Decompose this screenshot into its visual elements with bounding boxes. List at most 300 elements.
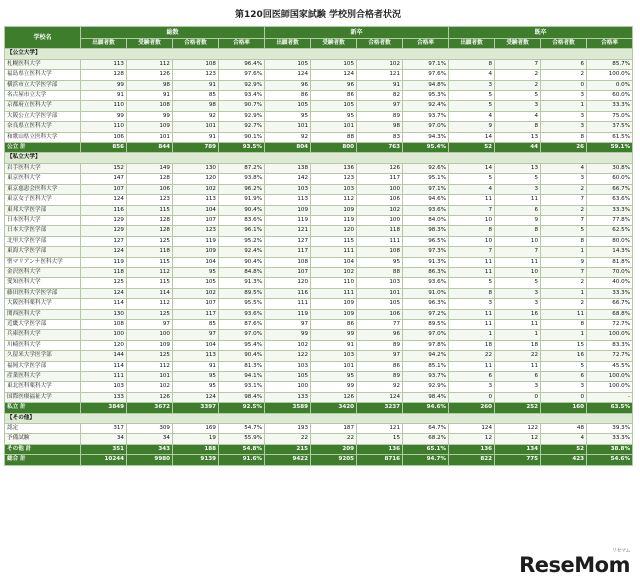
- cell-value: 96: [311, 80, 357, 90]
- cell-value: 54.6%: [587, 455, 633, 465]
- cell-value: 7: [449, 205, 495, 215]
- cell-value: 3397: [173, 403, 219, 413]
- cell-value: 122: [265, 351, 311, 361]
- cell-value: 215: [265, 444, 311, 454]
- cell-value: 99: [265, 330, 311, 340]
- cell-value: 109: [265, 205, 311, 215]
- cell-value: 95.4%: [403, 143, 449, 153]
- header-column: 合格者数: [541, 39, 587, 49]
- cell-value: 15: [541, 340, 587, 350]
- cell-value: 13: [495, 163, 541, 173]
- cell-value: 88: [357, 267, 403, 277]
- logo-subtext: リセマム: [612, 548, 630, 554]
- cell-value: 93.5%: [219, 143, 265, 153]
- row-label: 名古屋市立大学: [5, 91, 81, 101]
- cell-value: 5: [495, 174, 541, 184]
- table-row: [5, 340, 633, 350]
- row-label: 北里大学医学部: [5, 236, 81, 246]
- row-label: 和歌山県立医科大学: [5, 132, 81, 142]
- row-label: 横浜市立大学医学部: [5, 80, 81, 90]
- table-row: [5, 122, 633, 132]
- cell-value: 34: [127, 434, 173, 444]
- cell-value: 118: [127, 247, 173, 257]
- cell-value: 100.0%: [587, 70, 633, 80]
- cell-value: 3: [449, 80, 495, 90]
- row-label: 東海大学医学部: [5, 247, 81, 257]
- resemom-logo: [519, 548, 630, 577]
- cell-value: 3: [541, 174, 587, 184]
- cell-value: 2: [541, 184, 587, 194]
- cell-value: 775: [495, 455, 541, 465]
- cell-value: 89: [357, 111, 403, 121]
- cell-value: 119: [311, 215, 357, 225]
- cell-value: 10: [449, 236, 495, 246]
- cell-value: 7: [541, 267, 587, 277]
- cell-value: 0: [495, 392, 541, 402]
- cell-value: 117: [173, 309, 219, 319]
- row-label: 久留米大学医学部: [5, 351, 81, 361]
- cell-value: 93.7%: [403, 111, 449, 121]
- cell-value: 99: [311, 382, 357, 392]
- cell-value: 11: [495, 319, 541, 329]
- cell-value: 5: [495, 278, 541, 288]
- cell-value: 3672: [127, 403, 173, 413]
- cell-value: 91: [173, 361, 219, 371]
- cell-value: 99: [81, 80, 127, 90]
- cell-value: 104: [311, 257, 357, 267]
- table-row: [5, 351, 633, 361]
- cell-value: 101: [311, 361, 357, 371]
- row-label: 東京慈恵会医科大学: [5, 184, 81, 194]
- cell-value: 97: [357, 351, 403, 361]
- cell-value: 90.4%: [219, 205, 265, 215]
- header-group-past: 既卒: [449, 27, 633, 39]
- cell-value: 100: [81, 330, 127, 340]
- cell-value: 2: [541, 205, 587, 215]
- cell-value: 95: [357, 257, 403, 267]
- cell-value: 4: [495, 111, 541, 121]
- cell-value: 83: [357, 132, 403, 142]
- cell-value: 30.8%: [587, 163, 633, 173]
- cell-value: 89.5%: [403, 319, 449, 329]
- cell-value: 126: [357, 163, 403, 173]
- cell-value: 4: [449, 184, 495, 194]
- cell-value: 3: [495, 101, 541, 111]
- cell-value: 111: [357, 236, 403, 246]
- table-row: [5, 278, 633, 288]
- cell-value: 1: [541, 288, 587, 298]
- cell-value: 72.7%: [587, 351, 633, 361]
- cell-value: 95: [265, 111, 311, 121]
- cell-value: 33.3%: [587, 434, 633, 444]
- cell-value: 96.1%: [219, 226, 265, 236]
- cell-value: 152: [81, 163, 127, 173]
- cell-value: 128: [127, 215, 173, 225]
- table-row: [5, 91, 633, 101]
- table-row: [5, 392, 633, 402]
- cell-value: 95: [311, 372, 357, 382]
- cell-value: 97.3%: [403, 247, 449, 257]
- cell-value: 121: [357, 424, 403, 434]
- cell-value: 9980: [127, 455, 173, 465]
- cell-value: 119: [81, 257, 127, 267]
- header-column: 出願者数: [81, 39, 127, 49]
- cell-value: 14: [449, 163, 495, 173]
- cell-value: 14: [449, 132, 495, 142]
- cell-value: 136: [311, 163, 357, 173]
- cell-value: 8: [541, 236, 587, 246]
- row-label: 福島県立医科大学: [5, 70, 81, 80]
- cell-value: 91.3%: [403, 257, 449, 267]
- cell-value: 101: [127, 372, 173, 382]
- cell-value: 124: [311, 70, 357, 80]
- cell-value: 6: [495, 372, 541, 382]
- cell-value: 34: [81, 434, 127, 444]
- cell-value: 138: [265, 163, 311, 173]
- row-label: 岩手医科大学: [5, 163, 81, 173]
- cell-value: 33.3%: [587, 205, 633, 215]
- cell-value: 105: [265, 59, 311, 69]
- cell-value: 115: [127, 257, 173, 267]
- table-body: [5, 49, 633, 465]
- cell-value: 106: [357, 195, 403, 205]
- header-school: 学校名: [5, 27, 81, 49]
- row-label: 川崎医科大学: [5, 340, 81, 350]
- cell-value: 93.7%: [403, 372, 449, 382]
- row-label: 兵庫医科大学: [5, 330, 81, 340]
- cell-value: 8: [449, 288, 495, 298]
- cell-value: 7: [495, 247, 541, 257]
- cell-value: 6: [541, 59, 587, 69]
- cell-value: 4: [449, 111, 495, 121]
- cell-value: 98.3%: [403, 226, 449, 236]
- cell-value: 763: [357, 143, 403, 153]
- cell-value: 92.4%: [219, 247, 265, 257]
- cell-value: 112: [127, 299, 173, 309]
- cell-value: 6: [541, 372, 587, 382]
- cell-value: 94.8%: [403, 80, 449, 90]
- table-row: [5, 226, 633, 236]
- table-row: [5, 319, 633, 329]
- cell-value: 111: [311, 247, 357, 257]
- cell-value: 80.0%: [587, 236, 633, 246]
- cell-value: 130: [81, 309, 127, 319]
- cell-value: 118: [81, 267, 127, 277]
- cell-value: 92: [265, 132, 311, 142]
- cell-value: 3: [449, 382, 495, 392]
- cell-value: 11: [449, 257, 495, 267]
- cell-value: 5: [541, 226, 587, 236]
- cell-value: 123: [173, 226, 219, 236]
- cell-value: 11: [449, 195, 495, 205]
- row-label: 国際医療福祉大学: [5, 392, 81, 402]
- cell-value: 1: [541, 330, 587, 340]
- cell-value: 39.3%: [587, 424, 633, 434]
- row-label: 日本大学医学部: [5, 226, 81, 236]
- cell-value: 1: [495, 330, 541, 340]
- cell-value: 75.0%: [587, 111, 633, 121]
- cell-value: 3: [541, 122, 587, 132]
- cell-value: 125: [81, 278, 127, 288]
- cell-value: 62.5%: [587, 226, 633, 236]
- cell-value: 63.5%: [587, 403, 633, 413]
- row-label: 聖マリアンナ医科大学: [5, 257, 81, 267]
- table-row: [5, 288, 633, 298]
- cell-value: 844: [127, 143, 173, 153]
- cell-value: 260: [449, 403, 495, 413]
- cell-value: 96.3%: [403, 299, 449, 309]
- cell-value: 94.3%: [403, 132, 449, 142]
- cell-value: 99: [311, 330, 357, 340]
- row-label: 予備試験: [5, 434, 81, 444]
- header-column: 出願者数: [265, 39, 311, 49]
- cell-value: 99: [127, 111, 173, 121]
- cell-value: 3589: [265, 403, 311, 413]
- cell-value: 144: [81, 351, 127, 361]
- cell-value: 105: [357, 299, 403, 309]
- cell-value: 423: [541, 455, 587, 465]
- cell-value: 77: [357, 319, 403, 329]
- cell-value: 103: [311, 184, 357, 194]
- cell-value: 9: [495, 215, 541, 225]
- cell-value: 0: [541, 392, 587, 402]
- cell-value: 63.6%: [587, 195, 633, 205]
- cell-value: 115: [311, 236, 357, 246]
- cell-value: 804: [265, 143, 311, 153]
- table-row: [5, 205, 633, 215]
- cell-value: 15: [357, 434, 403, 444]
- cell-value: 9205: [311, 455, 357, 465]
- cell-value: 113: [173, 351, 219, 361]
- cell-value: 11: [449, 309, 495, 319]
- cell-value: 3: [495, 382, 541, 392]
- cell-value: 1: [541, 247, 587, 257]
- cell-value: 8: [495, 122, 541, 132]
- header-column: 合格者数: [173, 39, 219, 49]
- cell-value: 66.7%: [587, 299, 633, 309]
- cell-value: 108: [127, 101, 173, 111]
- cell-value: 126: [127, 70, 173, 80]
- cell-value: 12: [495, 434, 541, 444]
- cell-value: 33.3%: [587, 101, 633, 111]
- cell-value: 85: [173, 91, 219, 101]
- cell-value: 94.2%: [403, 351, 449, 361]
- cell-value: 95: [173, 267, 219, 277]
- header-column: 受験者数: [127, 39, 173, 49]
- row-label: 大阪公立大学医学部: [5, 111, 81, 121]
- cell-value: 86: [357, 361, 403, 371]
- cell-value: 3420: [311, 403, 357, 413]
- cell-value: 84.8%: [219, 267, 265, 277]
- row-label: 日本医科大学: [5, 215, 81, 225]
- cell-value: 86: [311, 319, 357, 329]
- cell-value: 89.5%: [219, 288, 265, 298]
- cell-value: 97.2%: [403, 309, 449, 319]
- page: [4, 4, 632, 466]
- cell-value: 115: [127, 205, 173, 215]
- cell-value: 97.0%: [403, 122, 449, 132]
- cell-value: 95: [311, 111, 357, 121]
- cell-value: 112: [127, 361, 173, 371]
- cell-value: 92.5%: [219, 403, 265, 413]
- cell-value: 102: [173, 288, 219, 298]
- cell-value: 60.0%: [587, 91, 633, 101]
- cell-value: 18: [449, 340, 495, 350]
- cell-value: 107: [173, 215, 219, 225]
- cell-value: 97.0%: [403, 330, 449, 340]
- cell-value: 129: [81, 226, 127, 236]
- cell-value: 90.1%: [219, 132, 265, 142]
- cell-value: 169: [173, 424, 219, 434]
- cell-value: 45.5%: [587, 361, 633, 371]
- cell-value: 92.9%: [219, 111, 265, 121]
- cell-value: 3: [495, 299, 541, 309]
- cell-value: 101: [127, 132, 173, 142]
- cell-value: 123: [173, 70, 219, 80]
- cell-value: 97: [265, 319, 311, 329]
- cell-value: 95.1%: [403, 174, 449, 184]
- row-label: その他 計: [5, 444, 81, 454]
- table-row: [5, 184, 633, 194]
- cell-value: 55.9%: [219, 434, 265, 444]
- cell-value: 124: [449, 424, 495, 434]
- cell-value: 127: [81, 236, 127, 246]
- section-label: 【私立大学】: [5, 153, 633, 163]
- section-label: 【公立大学】: [5, 49, 633, 59]
- cell-value: 37.5%: [587, 122, 633, 132]
- cell-value: 98: [173, 101, 219, 111]
- cell-value: 3: [541, 91, 587, 101]
- cell-value: 120: [265, 278, 311, 288]
- cell-value: 124: [265, 70, 311, 80]
- table-row: [5, 299, 633, 309]
- cell-value: 142: [265, 174, 311, 184]
- cell-value: 133: [265, 392, 311, 402]
- logo-text: ReseMom: [519, 553, 630, 577]
- cell-value: 193: [265, 424, 311, 434]
- row-label: 東北医科薬科大学: [5, 382, 81, 392]
- cell-value: 4: [449, 70, 495, 80]
- cell-value: 3: [541, 111, 587, 121]
- cell-value: 97.6%: [403, 70, 449, 80]
- cell-value: 95.3%: [403, 91, 449, 101]
- cell-value: 113: [173, 195, 219, 205]
- cell-value: 97.1%: [403, 59, 449, 69]
- results-table: [4, 26, 633, 466]
- cell-value: 97.8%: [403, 340, 449, 350]
- cell-value: 3: [495, 184, 541, 194]
- row-label: 東京女子医科大学: [5, 195, 81, 205]
- cell-value: 110: [81, 122, 127, 132]
- section-label: 【その他】: [5, 413, 633, 423]
- cell-value: 11: [449, 319, 495, 329]
- table-row: [5, 424, 633, 434]
- table-row: [5, 80, 633, 90]
- cell-value: 33.3%: [587, 288, 633, 298]
- cell-value: 97: [357, 101, 403, 111]
- cell-value: 0: [449, 392, 495, 402]
- cell-value: 5: [449, 91, 495, 101]
- row-label: 福岡大学医学部: [5, 361, 81, 371]
- cell-value: 92.4%: [403, 101, 449, 111]
- row-label: 東邦大学医学部: [5, 205, 81, 215]
- cell-value: 3237: [357, 403, 403, 413]
- cell-value: 19: [173, 434, 219, 444]
- cell-value: 60.0%: [587, 174, 633, 184]
- cell-value: 110: [81, 101, 127, 111]
- table-row: [5, 434, 633, 444]
- cell-value: 120: [81, 340, 127, 350]
- cell-value: 113: [265, 195, 311, 205]
- header-column: 合格者数: [357, 39, 403, 49]
- cell-value: 2: [541, 278, 587, 288]
- cell-value: 11: [449, 361, 495, 371]
- section-header: [5, 49, 633, 59]
- cell-value: 96: [265, 80, 311, 90]
- cell-value: 102: [265, 340, 311, 350]
- cell-value: 108: [173, 59, 219, 69]
- cell-value: 149: [127, 163, 173, 173]
- cell-value: 97: [173, 330, 219, 340]
- cell-value: 114: [127, 288, 173, 298]
- cell-value: 77.8%: [587, 215, 633, 225]
- cell-value: 92.9%: [403, 382, 449, 392]
- cell-value: 104: [173, 340, 219, 350]
- cell-value: 102: [311, 267, 357, 277]
- cell-value: 107: [81, 184, 127, 194]
- cell-value: 86.3%: [403, 267, 449, 277]
- row-label: 愛知医科大学: [5, 278, 81, 288]
- cell-value: 128: [81, 70, 127, 80]
- cell-value: 111: [311, 288, 357, 298]
- cell-value: 107: [173, 299, 219, 309]
- cell-value: 343: [127, 444, 173, 454]
- cell-value: 129: [81, 215, 127, 225]
- cell-value: 101: [265, 122, 311, 132]
- cell-value: 82: [357, 91, 403, 101]
- cell-value: 87.2%: [219, 163, 265, 173]
- cell-value: 54.8%: [219, 444, 265, 454]
- table-row: [5, 163, 633, 173]
- cell-value: 3: [541, 382, 587, 392]
- cell-value: 105: [173, 278, 219, 288]
- cell-value: 112: [127, 267, 173, 277]
- page-title: 第120回医師国家試験 学校別合格者状況: [235, 10, 401, 20]
- cell-value: 59.1%: [587, 143, 633, 153]
- cell-value: 109: [311, 309, 357, 319]
- cell-value: 85: [173, 319, 219, 329]
- row-label: 奈良県立医科大学: [5, 122, 81, 132]
- cell-value: 86: [265, 91, 311, 101]
- cell-value: 130: [173, 163, 219, 173]
- header-column: 合格率: [403, 39, 449, 49]
- table-row: [5, 267, 633, 277]
- cell-value: 54.7%: [219, 424, 265, 434]
- cell-value: 96.4%: [219, 59, 265, 69]
- cell-value: 92: [357, 382, 403, 392]
- cell-value: 96: [357, 330, 403, 340]
- cell-value: 95.4%: [219, 340, 265, 350]
- cell-value: 124: [173, 392, 219, 402]
- cell-value: 100.0%: [587, 330, 633, 340]
- cell-value: 94.6%: [403, 195, 449, 205]
- cell-value: 101: [311, 122, 357, 132]
- cell-value: 91.0%: [403, 288, 449, 298]
- cell-value: 5: [449, 174, 495, 184]
- cell-value: 22: [495, 351, 541, 361]
- cell-value: 120: [173, 174, 219, 184]
- cell-value: 91: [127, 91, 173, 101]
